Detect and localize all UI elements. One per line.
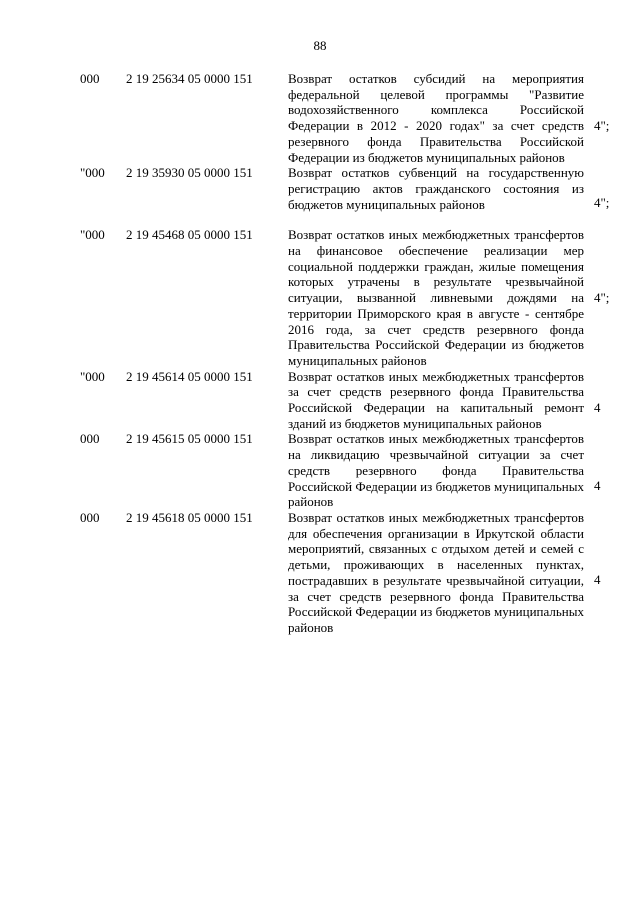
admin-code: "000 xyxy=(80,165,105,181)
admin-code: 000 xyxy=(80,71,100,86)
table-row xyxy=(80,510,620,636)
budget-classification-code: 2 19 45618 05 0000 151 xyxy=(126,509,253,525)
table-row xyxy=(80,369,620,432)
budget-classification-code: 2 19 45615 05 0000 151 xyxy=(126,431,253,447)
table-row xyxy=(80,227,620,368)
budget-classification-code: 2 19 45614 05 0000 151 xyxy=(126,368,253,384)
row-end-mark: 4"; xyxy=(594,289,610,305)
table-row xyxy=(80,71,620,165)
row-end-mark: 4 xyxy=(594,478,601,494)
revenue-description: Возврат остатков иных межбюджетных трансфертов на финансовое обеспечение реализации мер социальной поддержки граждан, жилые помещения которых утрачены в результате чрезвычайной ситуации, вызванной ливневыми дождями на территории Приморского края в августе - сентябре 2016 года, за счет средств резервного фонда Правительства Российской Федерации из бюджетов муниципальных районов xyxy=(288,227,584,368)
revenue-description: Возврат остатков субвенций на государственную регистрацию актов гражданского состояния из бюджетов муниципальных районов xyxy=(288,165,584,212)
admin-code: 000 xyxy=(80,509,100,525)
table-row xyxy=(80,165,620,212)
revenue-description: Возврат остатков субсидий на мероприятия федеральной целевой программы "Развитие водохозяйственного комплекса Российской Федерации в 2012 - 2020 годах" за счет средств резервного фонда Правительства Российской Федерации из бюджетов муниципальных районов xyxy=(288,71,584,165)
budget-classification-code: 2 19 25634 05 0000 151 xyxy=(126,71,253,86)
revenue-description: Возврат остатков иных межбюджетных трансфертов для обеспечения организации в Иркутской области мероприятий, связанных с отдыхом детей и семей с детьми, проживающих в населенных пунктах, пострадавших в результате чрезвычайной ситуации, за счет средств резервного фонда Правительства Российской Федерации из бюджетов муниципальных районов xyxy=(288,509,584,635)
row-end-mark: 4"; xyxy=(594,117,610,133)
row-end-mark: 4 xyxy=(594,399,601,415)
revenue-description: Возврат остатков иных межбюджетных трансфертов на ликвидацию чрезвычайной ситуации за счет средств резервного фонда Правительства Российской Федерации из бюджетов муниципальных районов xyxy=(288,431,584,510)
table-row xyxy=(80,431,620,510)
budget-classification-code: 2 19 45468 05 0000 151 xyxy=(126,227,253,243)
budget-classification-code: 2 19 35930 05 0000 151 xyxy=(126,165,253,181)
revenue-description: Возврат остатков иных межбюджетных трансфертов за счет средств резервного фонда Правительства Российской Федерации на капитальный ремонт зданий из бюджетов муниципальных районов xyxy=(288,368,584,431)
page-number: 88 xyxy=(313,38,327,53)
row-end-mark: 4 xyxy=(594,571,601,587)
budget-codes-table xyxy=(80,71,620,636)
admin-code: 000 xyxy=(80,431,100,447)
admin-code: "000 xyxy=(80,227,105,243)
row-end-mark: 4"; xyxy=(594,194,610,210)
admin-code: "000 xyxy=(80,368,105,384)
